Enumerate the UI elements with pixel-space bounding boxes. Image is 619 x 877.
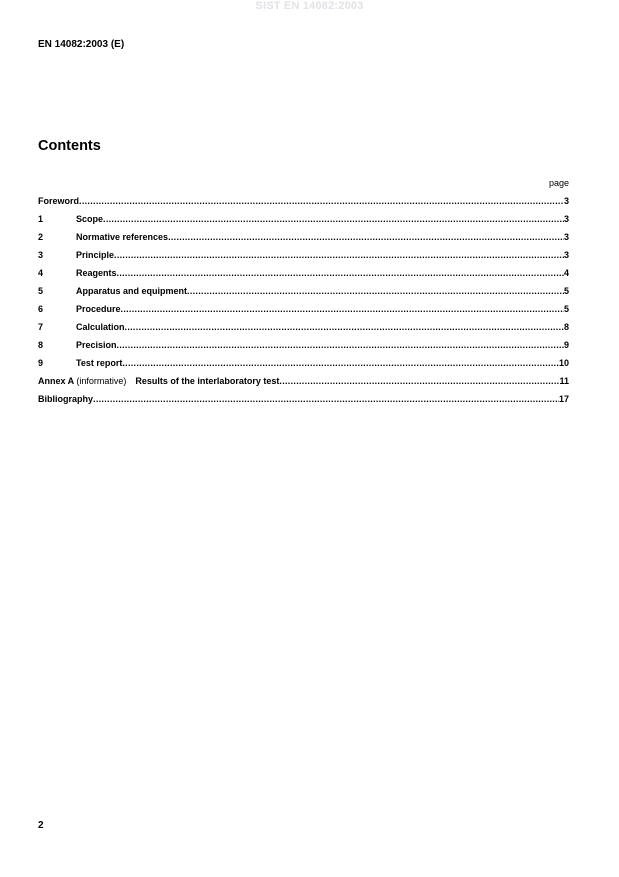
dot-leader <box>168 231 564 243</box>
annex-title: Results of the interlaboratory test <box>135 376 280 386</box>
toc-entry-title[interactable]: Procedure <box>76 304 121 314</box>
dot-leader <box>93 393 559 405</box>
toc-entry-page[interactable]: 3 <box>563 250 569 260</box>
toc-entry-title[interactable]: Calculation <box>76 322 125 332</box>
toc-entry-page[interactable]: 9 <box>563 340 569 350</box>
toc-entry-scope[interactable] <box>38 212 569 230</box>
toc-entry-number: 6 <box>38 304 44 314</box>
toc-entry-calculation[interactable] <box>38 320 569 338</box>
toc-entry-page[interactable]: 5 <box>563 304 569 314</box>
toc-entry-bibliography[interactable] <box>38 392 569 410</box>
toc-entry-number: 3 <box>38 250 44 260</box>
toc-entry-title[interactable]: Scope <box>76 214 104 224</box>
toc-entry-title[interactable]: Precision <box>76 340 117 350</box>
toc-entry-page[interactable]: 3 <box>563 214 569 224</box>
toc-entry-annex-a[interactable] <box>38 374 569 392</box>
toc-entry-title[interactable]: Apparatus and equipment <box>76 286 188 296</box>
dot-leader <box>103 213 564 225</box>
toc-entry-title[interactable]: Foreword <box>38 196 80 206</box>
toc-entry-number: 8 <box>38 340 44 350</box>
toc-entry-title[interactable]: Principle <box>76 250 115 260</box>
toc-entry-normative-references[interactable] <box>38 230 569 248</box>
toc-entry-precision[interactable] <box>38 338 569 356</box>
toc-entry-title[interactable]: Bibliography <box>38 394 94 404</box>
toc-entry-page[interactable]: 10 <box>558 358 569 368</box>
watermark: SIST EN 14082:2003 <box>255 0 364 12</box>
table-of-contents <box>38 194 569 410</box>
dot-leader <box>117 267 564 279</box>
toc-entry-page[interactable]: 3 <box>563 196 569 206</box>
toc-entry-apparatus[interactable] <box>38 284 569 302</box>
toc-entry-number: 2 <box>38 232 44 242</box>
toc-entry-principle[interactable] <box>38 248 569 266</box>
toc-entry-title[interactable]: Test report <box>76 358 123 368</box>
toc-entry-foreword[interactable] <box>38 194 569 212</box>
toc-entry-number: 5 <box>38 286 44 296</box>
dot-leader <box>79 195 564 207</box>
toc-entry-page[interactable]: 8 <box>563 322 569 332</box>
dot-leader <box>279 375 559 387</box>
toc-entry-number: 7 <box>38 322 44 332</box>
toc-entry-number: 4 <box>38 268 44 278</box>
toc-entry-page[interactable]: 3 <box>563 232 569 242</box>
dot-leader <box>121 303 564 315</box>
page-number: 2 <box>38 820 44 831</box>
toc-entry-test-report[interactable] <box>38 356 569 374</box>
toc-entry-page[interactable]: 5 <box>563 286 569 296</box>
toc-entry-title[interactable]: Reagents <box>76 268 117 278</box>
toc-entry-title[interactable]: Normative references <box>76 232 169 242</box>
toc-entry-page[interactable]: 11 <box>559 376 569 386</box>
dot-leader <box>125 321 564 333</box>
annex-label: Annex A <box>38 376 74 386</box>
document-identifier: EN 14082:2003 (E) <box>38 39 125 50</box>
dot-leader <box>114 249 564 261</box>
toc-entry-page[interactable]: 4 <box>563 268 569 278</box>
contents-heading: Contents <box>38 138 101 154</box>
dot-leader <box>187 285 564 297</box>
annex-type: (informative) <box>76 376 127 386</box>
toc-entry-procedure[interactable] <box>38 302 569 320</box>
toc-entry-number: 9 <box>38 358 44 368</box>
toc-entry-reagents[interactable] <box>38 266 569 284</box>
page-column-label: page <box>548 178 569 188</box>
dot-leader <box>122 357 559 369</box>
dot-leader <box>117 339 564 351</box>
toc-entry-number: 1 <box>38 214 44 224</box>
toc-entry-title[interactable] <box>38 375 279 387</box>
toc-entry-page[interactable]: 17 <box>558 394 569 404</box>
